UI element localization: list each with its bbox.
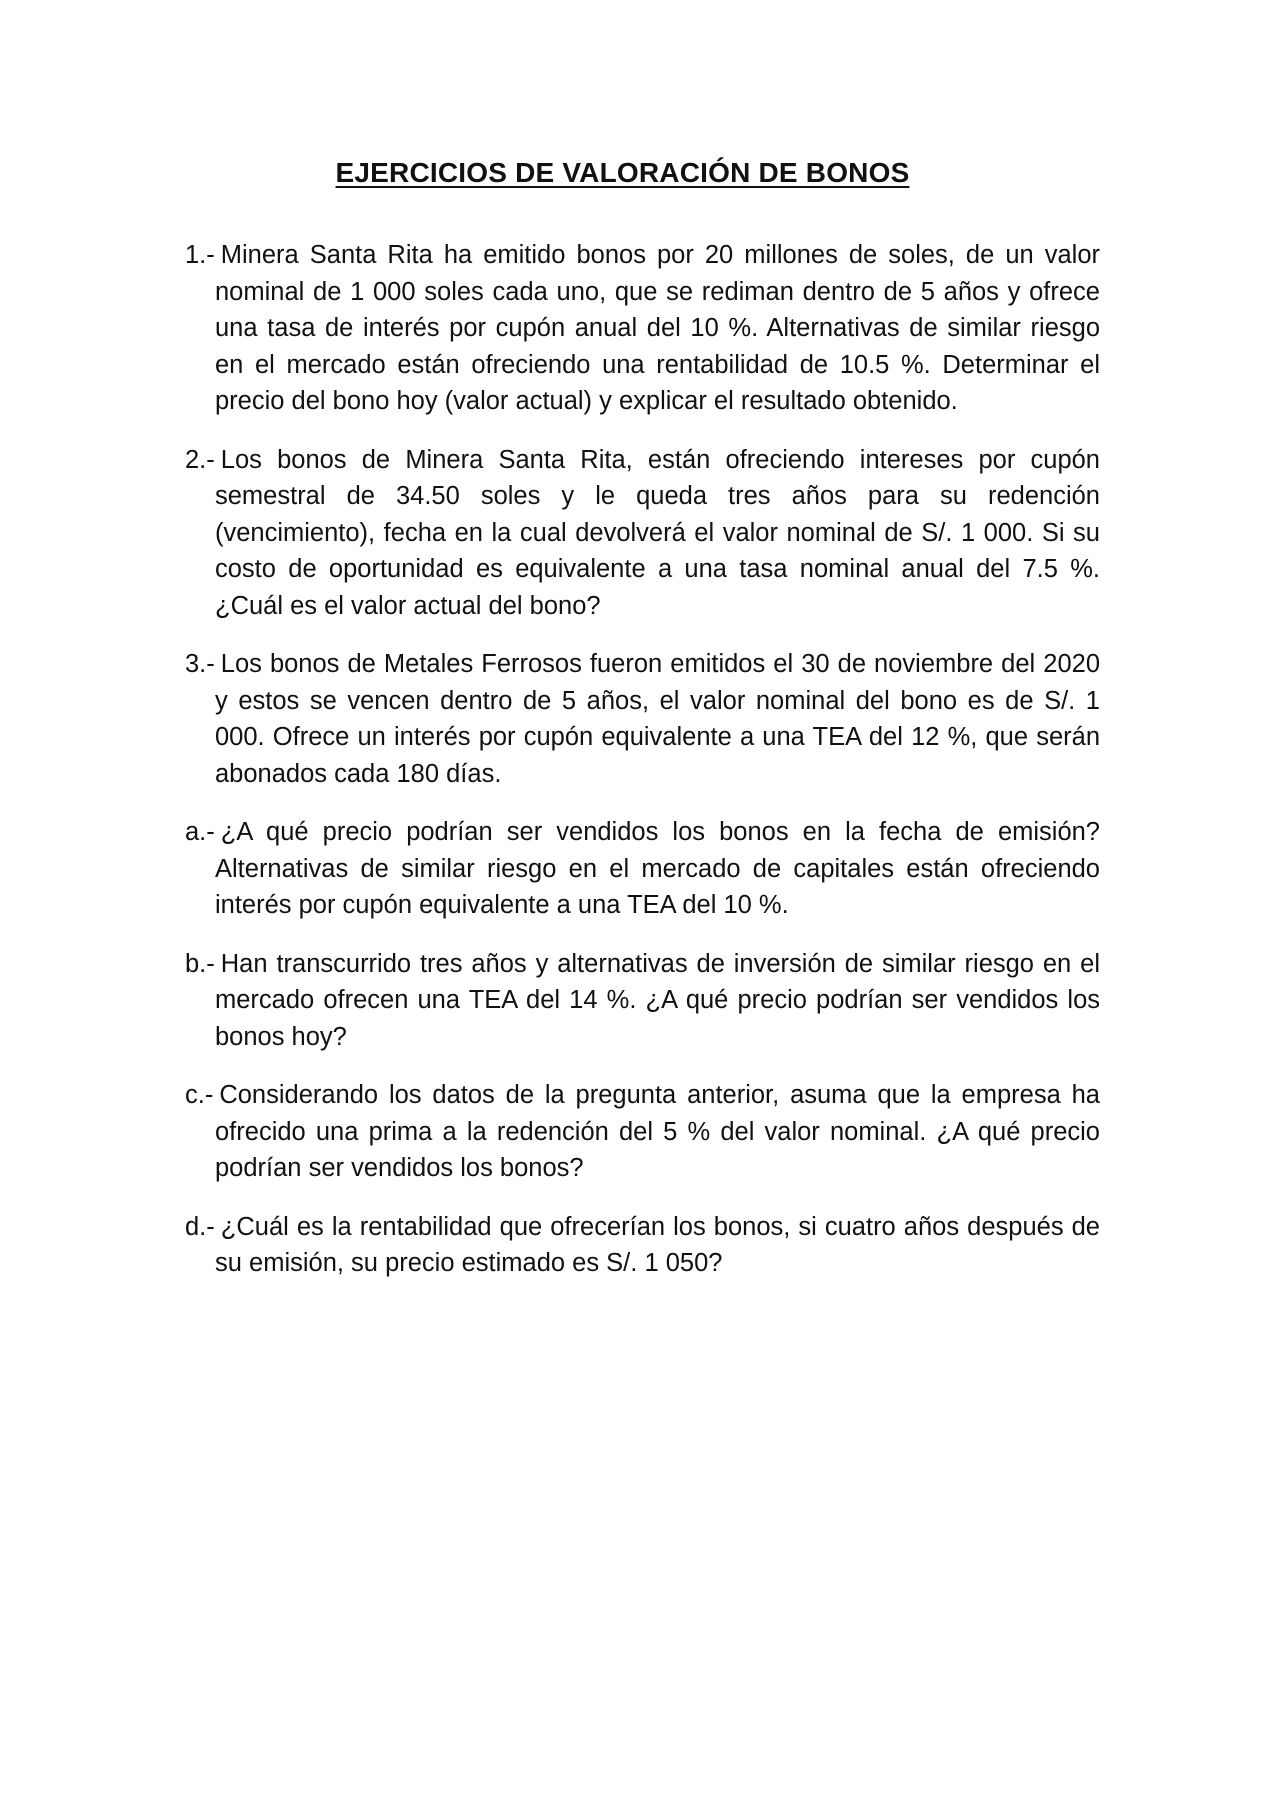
exercise-text: Los bonos de Metales Ferrosos fueron emitidos el 30 de noviembre del 2020 y estos se vencen dentro de 5 años, el valor nominal del bono es de S/. 1 000. Ofrece un interés por cupón equivalente a una TEA del 12 %, que serán abonados cada 180 días. (215, 650, 1100, 788)
exercise-item (185, 646, 1100, 792)
exercise-label: a.- (185, 818, 215, 846)
page-title: EJERCICIOS DE VALORACIÓN DE BONOS (335, 157, 910, 188)
exercise-text: ¿A qué precio podrían ser vendidos los bonos en la fecha de emisión? Alternativas de similar riesgo en el mercado de capitales están ofreciendo interés por cupón equivalente a una TEA del 10 %. (215, 818, 1100, 919)
exercise-label: c.- (185, 1081, 214, 1109)
exercise-text: ¿Cuál es la rentabilidad que ofrecerían los bonos, si cuatro años después de su emisión, su precio estimado es S/. 1 050? (215, 1212, 1100, 1277)
exercise-text: Considerando los datos de la pregunta anterior, asuma que la empresa ha ofrecido una prima a la redención del 5 % del valor nominal. ¿A qué precio podrían ser vendidos los bonos? (215, 1081, 1100, 1182)
exercise-item (185, 814, 1100, 924)
exercise-label: b.- (185, 949, 215, 978)
exercise-item (185, 442, 1100, 625)
exercise-text: Los bonos de Minera Santa Rita, están ofreciendo intereses por cupón semestral de 34.50 soles y le queda tres años para su redención (vencimiento), fecha en la cual devolverá el valor nominal de S/. 1 000. Si su costo de oportunidad es equivalente a una tasa nominal anual del 7.5 %. ¿Cuál es el valor actual del bono? (215, 445, 1100, 620)
exercise-item (185, 946, 1100, 1056)
exercise-label: 2.- (185, 445, 215, 474)
exercise-text: Minera Santa Rita ha emitido bonos por 20 millones de soles, de un valor nominal de 1 000 soles cada uno, que se rediman dentro de 5 años y ofrece una tasa de interés por cupón anual del 10 %. Alternativas de similar riesgo en el mercado están ofreciendo una rentabilidad de 10.5 %. Determinar el precio del bono hoy (valor actual) y explicar el resultado obtenido. (215, 241, 1100, 415)
exercise-list (185, 237, 1100, 1304)
exercise-item (185, 237, 1100, 420)
exercise-item (185, 1077, 1100, 1187)
exercise-label: 3.- (185, 650, 215, 678)
exercise-text: Han transcurrido tres años y alternativas de inversión de similar riesgo en el mercado ofrecen una TEA del 14 %. ¿A qué precio podrían ser vendidos los bonos hoy? (215, 949, 1100, 1051)
exercise-label: d.- (185, 1212, 215, 1241)
exercise-item (185, 1209, 1100, 1282)
exercise-label: 1.- (185, 241, 215, 269)
